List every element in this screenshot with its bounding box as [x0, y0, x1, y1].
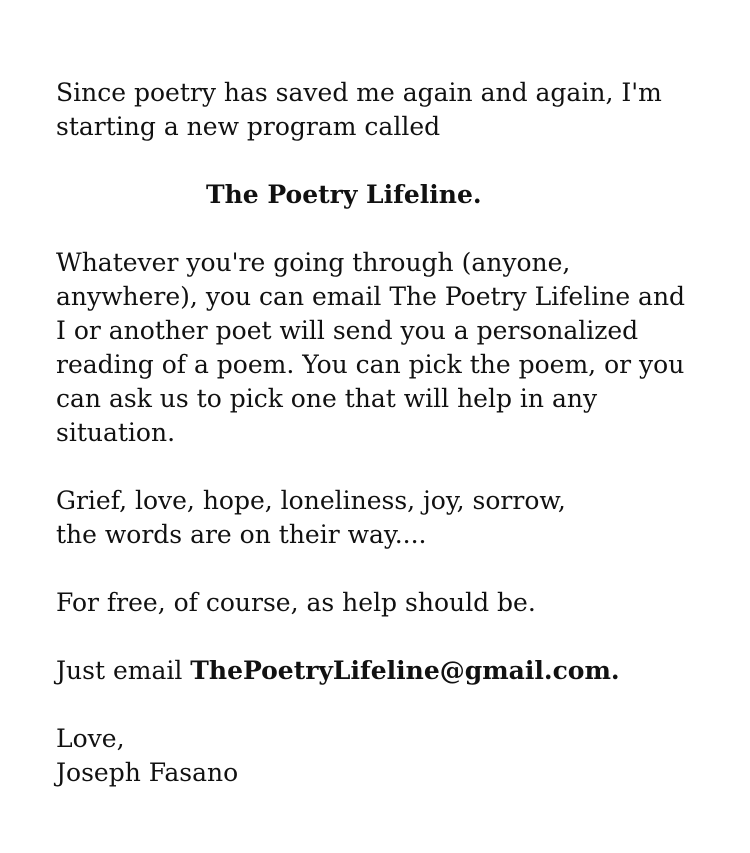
description-line: reading of a poem. You can pick the poem, or you: [56, 350, 685, 379]
letter-body: [56, 76, 726, 790]
program-title: The Poetry Lifeline.: [206, 180, 482, 209]
contact-email: ThePoetryLifeline@gmail.com.: [190, 656, 620, 685]
description-line: can ask us to pick one that will help in any: [56, 384, 598, 413]
description-line: anywhere), you can email The Poetry Lifeline and: [56, 282, 686, 311]
contact-line: [56, 654, 726, 688]
description-line: I or another poet will send you a personalized: [56, 316, 639, 345]
signoff: [56, 722, 726, 790]
emotions-paragraph: [56, 484, 726, 552]
free-note: For free, of course, as help should be.: [56, 588, 536, 617]
description-line: Whatever you're going through (anyone,: [56, 248, 571, 277]
description-paragraph: [56, 246, 716, 450]
signoff-name: Joseph Fasano: [56, 758, 239, 787]
description-line: situation.: [56, 418, 176, 447]
emotions-line: the words are on their way....: [56, 520, 427, 549]
intro-line: starting a new program called: [56, 112, 441, 141]
contact-prefix: Just email: [56, 656, 191, 685]
intro-paragraph: [56, 76, 726, 144]
intro-line: Since poetry has saved me again and again, I'm: [56, 78, 662, 107]
signoff-closing: Love,: [56, 724, 125, 753]
emotions-line: Grief, love, hope, loneliness, joy, sorrow,: [56, 486, 566, 515]
